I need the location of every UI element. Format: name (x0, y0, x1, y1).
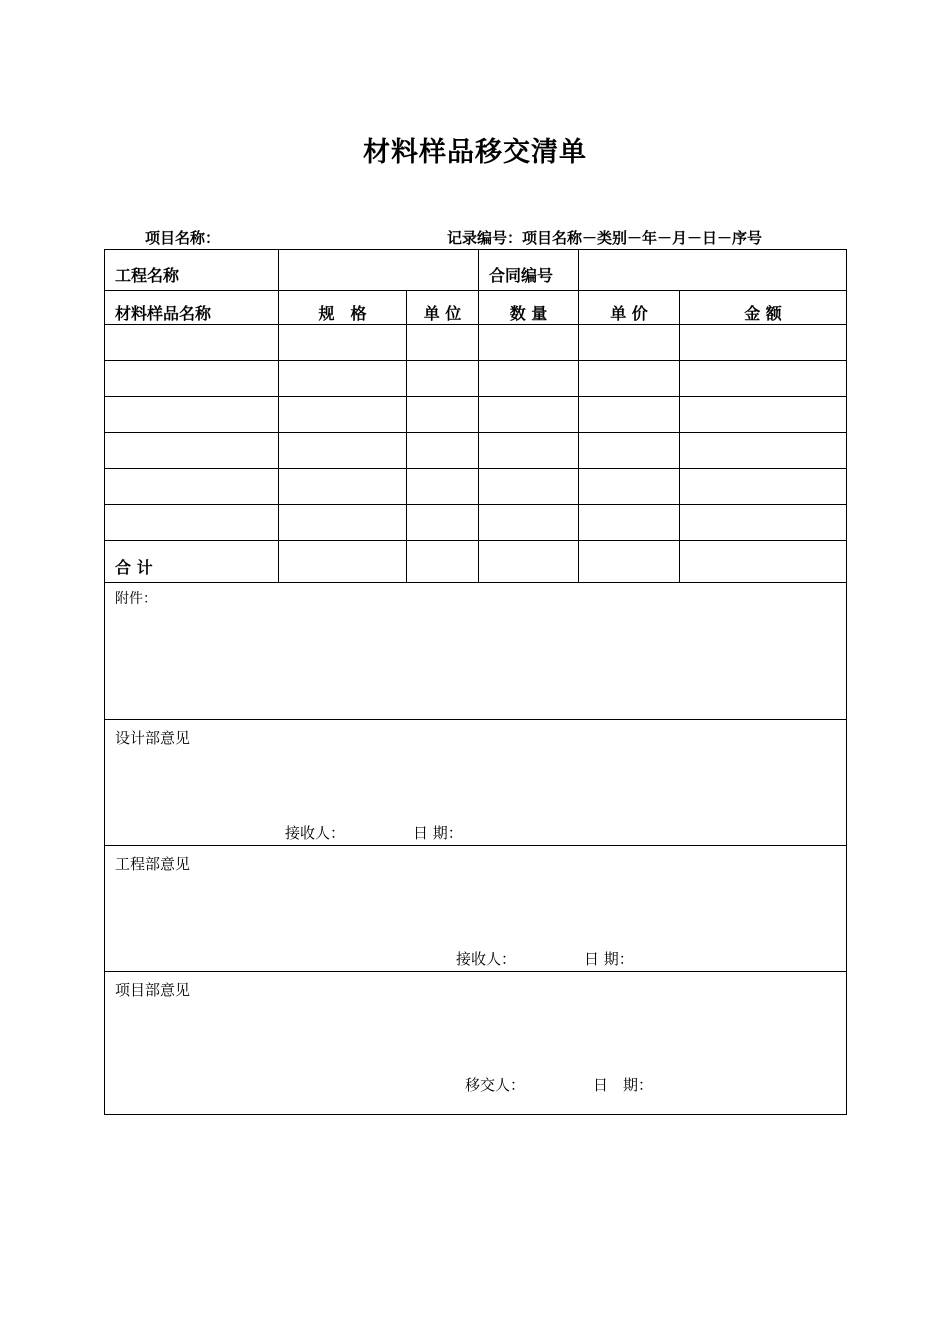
table-row (105, 433, 847, 469)
engineering-dept-signature (456, 948, 634, 969)
column-header-unit: 单 位 (407, 291, 479, 325)
engineering-receiver-label: 接收人： (456, 950, 517, 968)
project-dept-label: 项目部意见 (115, 981, 191, 999)
cell-quantity[interactable] (479, 397, 579, 433)
cell-unit-price[interactable] (579, 325, 680, 361)
cell-spec[interactable] (279, 397, 407, 433)
column-header-quantity: 数 量 (479, 291, 579, 325)
cell-amount[interactable] (680, 325, 847, 361)
column-header-spec: 规 格 (279, 291, 407, 325)
engineering-dept-section[interactable] (105, 846, 847, 972)
cell-material-name[interactable] (105, 505, 279, 541)
cell-material-name[interactable] (105, 469, 279, 505)
cell-amount[interactable] (680, 433, 847, 469)
table-row (105, 325, 847, 361)
cell-spec[interactable] (279, 361, 407, 397)
cell-material-name[interactable] (105, 433, 279, 469)
cell-spec[interactable] (279, 469, 407, 505)
project-row (105, 250, 847, 291)
cell-material-name[interactable] (105, 397, 279, 433)
cell-amount[interactable] (680, 361, 847, 397)
transfer-form-table (104, 249, 847, 1115)
contract-number-cell-label: 合同编号 (479, 250, 579, 291)
total-amount[interactable] (680, 541, 847, 583)
cell-spec[interactable] (279, 325, 407, 361)
design-dept-row (105, 720, 847, 846)
engineering-dept-label: 工程部意见 (115, 855, 191, 873)
design-receiver-label: 接收人： (285, 824, 346, 842)
table-row (105, 469, 847, 505)
project-dept-section[interactable] (105, 972, 847, 1115)
design-dept-label: 设计部意见 (115, 729, 191, 747)
cell-quantity[interactable] (479, 361, 579, 397)
attachments-row (105, 583, 847, 720)
cell-quantity[interactable] (479, 325, 579, 361)
cell-unit-price[interactable] (579, 397, 680, 433)
document-title: 材料样品移交清单 (363, 137, 587, 168)
cell-material-name[interactable] (105, 361, 279, 397)
cell-unit[interactable] (407, 397, 479, 433)
column-header-material-name: 材料样品名称 (105, 291, 279, 325)
cell-unit-price[interactable] (579, 433, 680, 469)
engineering-date-label: 日 期： (584, 950, 634, 968)
attachments-label: 附件： (115, 591, 157, 607)
total-label: 合 计 (105, 541, 279, 583)
cell-amount[interactable] (680, 505, 847, 541)
cell-quantity[interactable] (479, 469, 579, 505)
cell-unit-price[interactable] (579, 505, 680, 541)
total-unit[interactable] (407, 541, 479, 583)
total-unit-price[interactable] (579, 541, 680, 583)
cell-unit[interactable] (407, 505, 479, 541)
project-dept-signature (465, 1074, 653, 1095)
cell-unit[interactable] (407, 325, 479, 361)
record-number-label: 记录编号：项目名称－类别－年－月－日－序号 (447, 229, 763, 247)
total-spec[interactable] (279, 541, 407, 583)
total-row (105, 541, 847, 583)
cell-spec[interactable] (279, 433, 407, 469)
project-name-cell-label: 工程名称 (105, 250, 279, 291)
attachments-section[interactable] (105, 583, 847, 720)
column-header-row (105, 291, 847, 325)
table-row (105, 397, 847, 433)
table-row (105, 505, 847, 541)
project-name-label: 项目名称： (145, 229, 221, 247)
cell-amount[interactable] (680, 469, 847, 505)
column-header-amount: 金 额 (680, 291, 847, 325)
design-dept-signature (285, 822, 463, 843)
cell-material-name[interactable] (105, 325, 279, 361)
cell-unit[interactable] (407, 469, 479, 505)
project-transferor-label: 移交人： (465, 1076, 526, 1094)
cell-quantity[interactable] (479, 433, 579, 469)
cell-quantity[interactable] (479, 505, 579, 541)
project-dept-row (105, 972, 847, 1115)
engineering-dept-row (105, 846, 847, 972)
design-dept-section[interactable] (105, 720, 847, 846)
cell-unit[interactable] (407, 433, 479, 469)
table-row (105, 361, 847, 397)
total-quantity[interactable] (479, 541, 579, 583)
contract-number-field[interactable] (579, 250, 847, 291)
cell-spec[interactable] (279, 505, 407, 541)
project-date-label: 日 期： (593, 1076, 654, 1094)
cell-amount[interactable] (680, 397, 847, 433)
column-header-unit-price: 单 价 (579, 291, 680, 325)
cell-unit-price[interactable] (579, 469, 680, 505)
design-date-label: 日 期： (413, 824, 463, 842)
project-name-field[interactable] (279, 250, 479, 291)
cell-unit[interactable] (407, 361, 479, 397)
cell-unit-price[interactable] (579, 361, 680, 397)
